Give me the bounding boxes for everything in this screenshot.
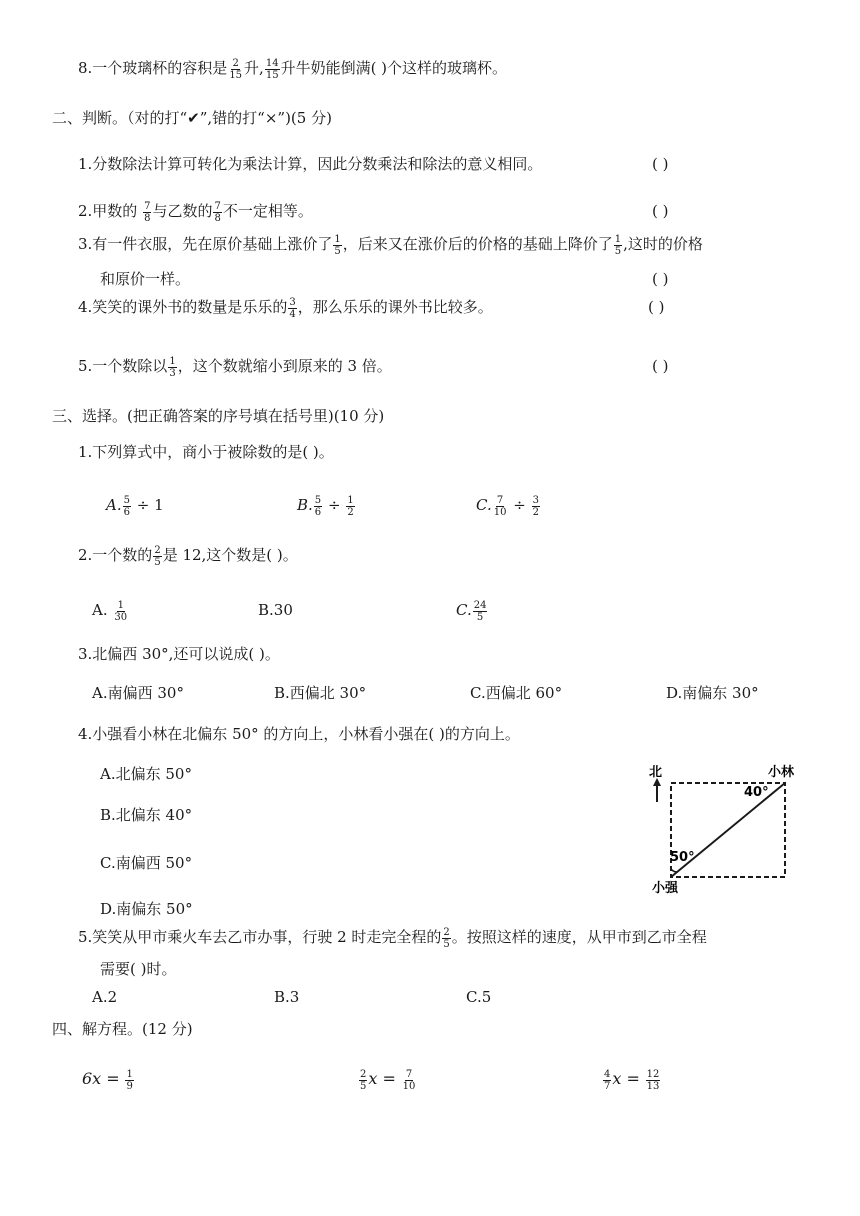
angle-40-label: 40° bbox=[744, 785, 769, 800]
fraction: $\frac{7}{10}$ bbox=[493, 494, 507, 518]
choice-2-option-a[interactable]: A. $\frac{1}{30}$ bbox=[92, 599, 128, 623]
fraction: $\frac{4}{7}$ bbox=[604, 1068, 611, 1092]
choice-4-option-c[interactable]: C.南偏西 50° bbox=[100, 854, 193, 872]
xiaoqiang-label: 小强 bbox=[652, 881, 679, 896]
section-2-title: 二、判断。（对的打“✔”,错的打“×”)(5 分) bbox=[52, 109, 332, 127]
fraction: $\frac{3}{4}$ bbox=[289, 296, 296, 320]
choice-5-line2: 需要( )时。 bbox=[100, 960, 177, 978]
equation-2: $\frac{2}{5}$ x = $\frac{7}{10}$ bbox=[360, 1068, 416, 1092]
answer-blank[interactable]: ( ) bbox=[652, 155, 669, 173]
fraction: $\frac{14}{15}$ bbox=[265, 57, 279, 81]
choice-1: 1.下列算式中，商小于被除数的是( )。 bbox=[78, 443, 334, 461]
angle-arc bbox=[671, 869, 677, 872]
fraction: $\frac{24}{5}$ bbox=[473, 599, 487, 623]
question-8: 8.一个玻璃杯的容积是 $\frac{2}{15}$ 升, $\frac{14}{15}$ 升牛奶能倒满( )个这样的玻璃杯。 bbox=[78, 57, 508, 81]
fraction: $\frac{2}{5}$ bbox=[154, 544, 161, 568]
choice-5-option-c[interactable]: C.5 bbox=[466, 988, 492, 1006]
choice-1-option-c[interactable]: C. $\frac{7}{10}$ ÷ $\frac{3}{2}$ bbox=[476, 494, 539, 518]
choice-3-option-d[interactable]: D.南偏东 30° bbox=[666, 684, 759, 702]
fraction: $\frac{2}{15}$ bbox=[229, 57, 243, 81]
fraction: $\frac{1}{2}$ bbox=[347, 494, 354, 518]
fraction: $\frac{5}{6}$ bbox=[123, 494, 130, 518]
fraction: $\frac{7}{10}$ bbox=[402, 1068, 416, 1092]
fraction: $\frac{1}{5}$ bbox=[334, 233, 341, 257]
fraction: $\frac{1}{3}$ bbox=[169, 355, 176, 379]
fraction: $\frac{1}{9}$ bbox=[126, 1068, 133, 1092]
answer-blank[interactable]: ( ) bbox=[652, 270, 669, 288]
fraction: $\frac{7}{8}$ bbox=[144, 200, 151, 224]
choice-2-option-b[interactable]: B.30 bbox=[258, 601, 293, 619]
fraction: $\frac{1}{5}$ bbox=[614, 233, 622, 257]
choice-3-option-b[interactable]: B.西偏北 30° bbox=[274, 684, 367, 702]
judge-3-line2: 和原价一样。 bbox=[100, 270, 191, 288]
fraction: $\frac{2}{5}$ bbox=[360, 1068, 367, 1092]
section-3-title: 三、选择。(把正确答案的序号填在括号里)(10 分) bbox=[52, 407, 385, 425]
choice-2-option-c[interactable]: C. $\frac{24}{5}$ bbox=[456, 599, 487, 623]
choice-5: 5.笑笑从甲市乘火车去乙市办事，行驶 2 时走完全程的 $\frac{2}{5}$ 。按照这样的速度，从甲市到乙市全程 bbox=[78, 926, 707, 950]
choice-3-option-a[interactable]: A.南偏西 30° bbox=[92, 684, 184, 702]
judge-4: 4.笑笑的课外书的数量是乐乐的 $\frac{3}{4}$ ，那么乐乐的课外书比较多。 bbox=[78, 296, 493, 320]
choice-3: 3.北偏西 30°,还可以说成( )。 bbox=[78, 645, 280, 663]
equation-3: $\frac{4}{7}$ x = $\frac{12}{13}$ bbox=[604, 1068, 660, 1092]
judge-2: 2.甲数的 $\frac{7}{8}$ 与乙数的 $\frac{7}{8}$ 不一定相等。 bbox=[78, 200, 313, 224]
judge-5: 5.一个数除以 $\frac{1}{3}$ ，这个数就缩小到原来的 3 倍。 bbox=[78, 355, 392, 379]
choice-1-option-b[interactable]: B. $\frac{5}{6}$ ÷ $\frac{1}{2}$ bbox=[297, 494, 354, 518]
fraction: $\frac{2}{5}$ bbox=[443, 926, 450, 950]
section-4-title: 四、解方程。(12 分) bbox=[52, 1020, 193, 1038]
judge-1: 1.分数除法计算可转化为乘法计算，因此分数乘法和除法的意义相同。 bbox=[78, 155, 543, 173]
fraction: $\frac{5}{6}$ bbox=[314, 494, 322, 518]
fraction: $\frac{12}{13}$ bbox=[646, 1068, 660, 1092]
choice-4-option-d[interactable]: D.南偏东 50° bbox=[100, 900, 193, 918]
north-label: 北 bbox=[649, 765, 663, 780]
choice-5-option-b[interactable]: B.3 bbox=[274, 988, 300, 1006]
fraction: $\frac{3}{2}$ bbox=[532, 494, 539, 518]
choice-4-option-a[interactable]: A.北偏东 50° bbox=[100, 765, 192, 783]
choice-5-option-a[interactable]: A.2 bbox=[92, 988, 118, 1006]
choice-4-option-b[interactable]: B.北偏东 40° bbox=[100, 806, 193, 824]
direction-diagram bbox=[644, 762, 819, 896]
answer-blank[interactable]: ( ) bbox=[648, 298, 665, 316]
angle-50-label: 50° bbox=[670, 850, 695, 865]
choice-2: 2.一个数的 $\frac{2}{5}$ 是 12,这个数是( )。 bbox=[78, 544, 298, 568]
answer-blank[interactable]: ( ) bbox=[652, 357, 669, 375]
equation-1: 6x = $\frac{1}{9}$ bbox=[82, 1068, 133, 1092]
choice-1-option-a[interactable]: A. $\frac{5}{6}$ ÷ 1 bbox=[106, 494, 164, 518]
fraction: $\frac{1}{30}$ bbox=[114, 599, 128, 623]
answer-blank[interactable]: ( ) bbox=[652, 202, 669, 220]
judge-3: 3.有一件衣服，先在原价基础上涨价了 $\frac{1}{5}$ ，后来又在涨价后的价格的基础上降价了 $\frac{1}{5}$ ,这时的价格 bbox=[78, 233, 703, 257]
xiaolin-label: 小林 bbox=[768, 765, 795, 780]
choice-3-option-c[interactable]: C.西偏北 60° bbox=[470, 684, 563, 702]
choice-4: 4.小强看小林在北偏东 50° 的方向上，小林看小强在( )的方向上。 bbox=[78, 725, 520, 743]
fraction: $\frac{7}{8}$ bbox=[214, 200, 221, 224]
